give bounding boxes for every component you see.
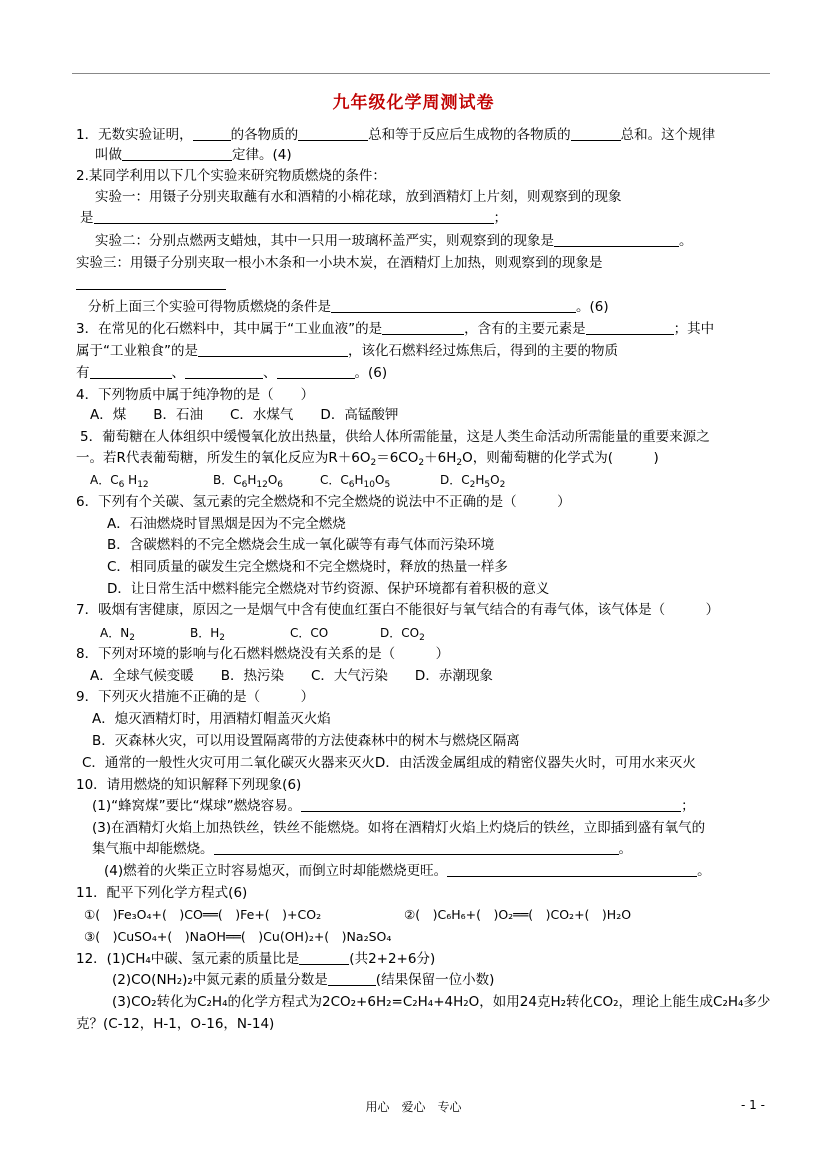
- question-6-stem: 6．下列有个关碳、氢元素的完全燃烧和不完全燃烧的说法中不正确的是（ ）: [76, 494, 571, 510]
- question-1-line-2: 叫做 定律。(4): [95, 147, 292, 163]
- question-5-option-b: B．$C_6H_{12}O_6$: [213, 473, 284, 490]
- question-10-item-4: (4)燃着的火柴正立时容易熄灭，而倒立时却能燃烧更旺。 。: [104, 863, 711, 879]
- question-2-exp1-answer: 是 ；: [80, 210, 507, 226]
- question-6-option-c: C．相同质量的碳发生完全燃烧和不完全燃烧时，释放的热量一样多: [107, 559, 508, 575]
- question-11-equation-1: ①( )Fe₃O₄+( )CO══( )Fe+( )+CO₂: [84, 907, 322, 922]
- page-number: - 1 -: [741, 1098, 765, 1112]
- question-8-options: A．全球气候变暖 B．热污染 C．大气污染 D．赤潮现象: [90, 668, 493, 684]
- page-title: 九年级化学周测试卷: [332, 93, 495, 113]
- question-9-stem: 9．下列灭火措施不正确的是（ ）: [76, 689, 315, 705]
- question-5-stem-2: 一。若R代表葡萄糖，所发生的氧化反应为$R+6O_2=6CO_2+6H_2O$，则葡萄糖的化学式为( ): [76, 450, 659, 468]
- question-11-stem: 11．配平下列化学方程式(6): [76, 885, 248, 901]
- question-5-option-a: A．$C_6$ $H_{12}$: [90, 473, 149, 490]
- question-3-line-3: 有 、 、 。(6): [76, 365, 388, 381]
- question-2-exp3: 实验三：用镊子分别夹取一根小木条和一小块木炭，在酒精灯上加热，则观察到的现象是: [76, 255, 603, 271]
- question-4-options: A．煤 B．石油 C．水煤气 D．高锰酸钾: [90, 407, 399, 423]
- question-5-option-d: D．$C_2H_5O_2$: [440, 473, 506, 490]
- question-12-part-3-end: 克？(C-12，H-1，O-16，N-14): [76, 1016, 275, 1032]
- question-6-option-b: B．含碳燃料的不完全燃烧会生成一氧化碳等有毒气体而污染环境: [107, 537, 495, 553]
- question-8-stem: 8．下列对环境的影响与化石燃料燃烧没有关系的是（ ）: [76, 646, 450, 662]
- question-2-analysis: 分析上面三个实验可得物质燃烧的条件是 。(6): [88, 299, 609, 315]
- question-7-option-b: B．$H_2$: [190, 626, 225, 643]
- question-2-exp3-answer: [76, 275, 226, 293]
- question-5-option-c: C．$C_6H_{10}O_5$: [320, 473, 391, 490]
- question-9-option-cd: C．通常的一般性火灾可用二氧化碳灭火器来灭火D．由活泼金属组成的精密仪器失火时，可用水来灭火: [82, 755, 696, 771]
- question-7-stem: 7．吸烟有害健康，原因之一是烟气中含有使血红蛋白不能很好与氧气结合的有毒气体，该气体是（ ）: [76, 602, 720, 618]
- header-rule: [72, 73, 770, 74]
- question-1-line-1: 1．无数实验证明， 的各物质的 总和等于反应后生成物的各物质的 总和。这个规律: [76, 127, 716, 143]
- question-10-item-3-line-1: (3)在酒精灯火焰上加热铁丝，铁丝不能燃烧。如将在酒精灯火焰上灼烧后的铁丝，立即插到盛有氧气的: [92, 820, 706, 836]
- question-7-option-c: C．CO: [290, 626, 329, 640]
- question-11-equation-2: ②( )C₆H₆+( )O₂══( )CO₂+( )H₂O: [404, 907, 632, 922]
- question-7-option-d: D．$CO_2$: [380, 626, 425, 643]
- question-12-part-2: (2)CO(NH₂)₂中氮元素的质量分数是 (结果保留一位小数): [112, 972, 495, 988]
- question-9-option-a: A．熄灭酒精灯时，用酒精灯帽盖灭火焰: [92, 711, 331, 727]
- question-6-option-a: A．石油燃烧时冒黑烟是因为不完全燃烧: [107, 516, 346, 532]
- question-3-line-1: 3．在常见的化石燃料中，其中属于“工业血液”的是 ，含有的主要元素是 ；其中: [76, 321, 715, 337]
- question-2-exp2: 实验二：分别点燃两支蜡烛，其中一只用一玻璃杯盖严实，则观察到的现象是 。: [95, 233, 693, 249]
- question-3-line-2: 属于“工业粮食”的是 ，该化石燃料经过炼焦后，得到的主要的物质: [76, 343, 618, 359]
- question-2-intro: 2.某同学利用以下几个实验来研究物质燃烧的条件：: [76, 168, 386, 184]
- question-7-option-a: A．$N_2$: [100, 626, 135, 643]
- question-9-option-b: B．灭森林火灾，可以用设置隔离带的方法使森林中的树木与燃烧区隔离: [92, 733, 520, 749]
- question-12-part-3: (3)CO₂转化为C₂H₄的化学方程式为2CO₂+6H₂=C₂H₄+4H₂O，如用24克H₂转化CO₂，理论上能生成C₂H₄多少: [112, 994, 771, 1010]
- question-2-exp1: 实验一：用镊子分别夹取蘸有水和酒精的小棉花球，放到酒精灯上片刻，则观察到的现象: [95, 189, 622, 205]
- question-6-option-d: D．让日常生活中燃料能完全燃烧对节约资源、保护环境都有着积极的意义: [107, 581, 550, 597]
- question-10-stem: 10．请用燃烧的知识解释下列现象(6): [76, 777, 302, 793]
- question-5-stem-1: 5．葡萄糖在人体组织中缓慢氧化放出热量，供给人体所需能量，这是人类生命活动所需能量的重要来源之: [80, 429, 710, 445]
- page-footer: 用心 爱心 专心: [365, 1100, 462, 1114]
- question-12-part-1: 12．(1)CH₄中碳、氢元素的质量比是 (共2+2+6分): [76, 951, 436, 967]
- question-11-equation-3: ③( )CuSO₄+( )NaOH══( )Cu(OH)₂+( )Na₂SO₄: [84, 929, 392, 944]
- question-10-item-1: (1)“蜂窝煤”要比“煤球”燃烧容易。 ；: [92, 798, 695, 814]
- question-10-item-3-line-2: 集气瓶中却能燃烧。 。: [92, 841, 632, 857]
- question-4-stem: 4．下列物质中属于纯净物的是（ ）: [76, 387, 315, 403]
